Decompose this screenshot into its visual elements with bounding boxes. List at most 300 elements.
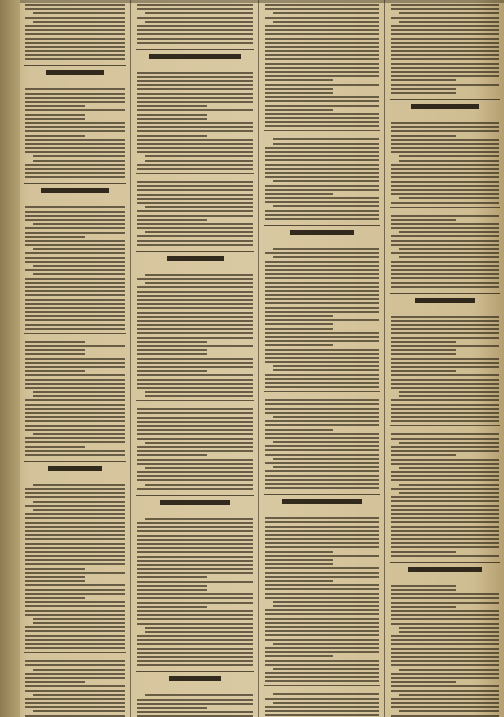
text-line	[273, 180, 379, 182]
text-line	[265, 294, 379, 296]
text-line	[391, 4, 499, 6]
text-line	[391, 664, 499, 666]
text-line	[265, 487, 379, 489]
section-rule	[136, 173, 254, 174]
text-line	[265, 572, 379, 574]
text-line	[265, 429, 333, 431]
text-line	[25, 698, 125, 700]
text-line	[25, 311, 125, 313]
text-line	[33, 248, 125, 250]
headline-text-bar	[169, 676, 220, 681]
text-line	[25, 551, 125, 553]
text-line	[25, 450, 125, 452]
text-line	[25, 172, 125, 174]
text-line	[33, 395, 125, 397]
text-line	[273, 605, 379, 607]
text-line	[391, 223, 499, 225]
text-line	[137, 585, 207, 587]
text-line	[137, 564, 253, 566]
text-line	[137, 614, 253, 616]
text-line	[137, 366, 253, 368]
text-line	[137, 530, 253, 532]
text-line	[265, 54, 379, 56]
text-line	[25, 685, 125, 687]
text-line	[265, 96, 379, 98]
text-paragraph	[132, 270, 258, 397]
text-line	[25, 580, 85, 582]
text-line	[391, 639, 499, 641]
text-line	[137, 151, 253, 153]
text-line	[265, 155, 379, 157]
text-line	[391, 690, 499, 692]
text-line	[265, 433, 379, 435]
text-line	[391, 79, 456, 81]
text-line	[25, 706, 125, 708]
text-line	[265, 269, 379, 271]
text-line	[25, 534, 125, 536]
text-line	[25, 58, 125, 60]
text-line	[391, 379, 499, 381]
text-line	[25, 147, 125, 149]
text-line	[137, 358, 253, 360]
text-line	[25, 584, 125, 586]
text-line	[137, 543, 253, 545]
text-line	[137, 312, 253, 314]
text-line	[137, 551, 253, 553]
text-line	[265, 526, 379, 528]
text-line	[391, 408, 499, 410]
text-line	[137, 488, 253, 490]
text-line	[265, 50, 379, 52]
text-line	[137, 210, 253, 212]
text-paragraph	[20, 337, 130, 456]
text-line	[399, 442, 499, 444]
text-line	[137, 606, 207, 608]
text-line	[25, 341, 85, 343]
text-line	[25, 526, 125, 528]
text-line	[265, 340, 379, 342]
text-line	[25, 572, 125, 574]
text-line	[25, 151, 125, 153]
text-line	[25, 324, 125, 326]
text-line	[25, 517, 125, 519]
text-line	[137, 194, 253, 196]
text-line	[137, 181, 253, 183]
text-line	[265, 597, 379, 599]
text-line	[137, 454, 207, 456]
text-line	[137, 307, 253, 309]
article-headline	[24, 461, 126, 476]
text-line	[25, 328, 125, 330]
text-line	[137, 84, 253, 86]
text-line	[273, 702, 379, 704]
headline-text-bar	[48, 466, 102, 471]
text-line	[25, 353, 85, 355]
text-line	[25, 563, 125, 565]
text-line	[273, 12, 379, 14]
text-line	[265, 315, 333, 317]
text-line	[265, 588, 379, 590]
text-line	[33, 273, 125, 275]
text-line	[273, 21, 379, 23]
text-line	[25, 387, 125, 389]
text-line	[265, 517, 379, 519]
text-line	[265, 626, 379, 628]
text-line	[25, 416, 125, 418]
text-line	[145, 467, 253, 469]
column-2	[132, 0, 259, 717]
text-line	[137, 450, 253, 452]
text-line	[25, 404, 125, 406]
text-line	[25, 118, 85, 120]
text-line	[137, 341, 207, 343]
text-line	[137, 589, 207, 591]
section-rule	[390, 425, 500, 426]
text-line	[145, 21, 253, 23]
text-line	[25, 54, 125, 56]
text-line	[137, 421, 253, 423]
text-line	[137, 198, 253, 200]
text-line	[25, 601, 125, 603]
text-line	[265, 538, 379, 540]
text-line	[265, 168, 379, 170]
headline-text-bar	[46, 70, 105, 75]
text-line	[265, 399, 379, 401]
text-line	[265, 647, 379, 649]
text-line	[25, 660, 125, 662]
text-line	[265, 117, 379, 119]
text-line	[391, 332, 499, 334]
text-line	[265, 8, 379, 10]
text-line	[399, 694, 499, 696]
text-paragraph	[20, 202, 130, 329]
page-binding-edge	[0, 0, 20, 717]
text-line	[391, 58, 499, 60]
text-line	[391, 656, 499, 658]
text-line	[265, 664, 379, 666]
text-line	[25, 236, 85, 238]
text-line	[137, 652, 253, 654]
text-line	[265, 25, 379, 27]
text-line	[265, 361, 379, 363]
text-line	[265, 542, 379, 544]
text-line	[137, 648, 253, 650]
text-line	[137, 560, 253, 562]
text-line	[391, 526, 499, 528]
text-line	[391, 387, 499, 389]
text-line	[137, 93, 253, 95]
text-line	[265, 462, 379, 464]
text-line	[25, 677, 125, 679]
text-line	[391, 420, 499, 422]
text-line	[137, 379, 253, 381]
text-line	[25, 315, 125, 317]
text-line	[265, 710, 379, 712]
text-line	[137, 433, 253, 435]
text-line	[137, 417, 253, 419]
text-line	[265, 706, 379, 708]
text-line	[391, 643, 499, 645]
text-line	[137, 202, 253, 204]
text-line	[265, 307, 379, 309]
text-line	[25, 362, 125, 364]
text-line	[265, 576, 379, 578]
text-line	[33, 509, 125, 511]
text-line	[391, 450, 499, 452]
article-headline	[136, 251, 254, 266]
section-rule	[264, 685, 380, 686]
text-line	[137, 130, 253, 132]
text-line	[25, 215, 125, 217]
headline-text-bar	[41, 188, 110, 193]
text-line	[265, 125, 379, 127]
text-line	[25, 88, 125, 90]
text-line	[391, 597, 499, 599]
text-line	[391, 555, 499, 557]
text-line	[391, 715, 499, 717]
text-line	[137, 408, 253, 410]
text-line	[25, 530, 125, 532]
text-line	[25, 42, 125, 44]
text-line	[265, 408, 379, 410]
text-line	[25, 610, 125, 612]
text-line	[137, 33, 253, 35]
text-line	[25, 143, 125, 145]
text-line	[391, 610, 499, 612]
text-line	[137, 215, 253, 217]
text-line	[25, 614, 125, 616]
text-line	[391, 143, 499, 145]
text-line	[265, 639, 379, 641]
text-line	[33, 669, 125, 671]
text-line	[391, 366, 499, 368]
text-line	[273, 365, 379, 367]
text-paragraph	[260, 244, 384, 388]
text-line	[25, 114, 85, 116]
text-line	[137, 387, 253, 389]
text-line	[33, 622, 125, 624]
text-line	[391, 496, 499, 498]
text-line	[145, 155, 253, 157]
text-line	[25, 412, 125, 414]
text-line	[265, 100, 379, 102]
text-line	[25, 244, 125, 246]
text-line	[265, 323, 333, 325]
text-line	[137, 429, 253, 431]
text-line	[399, 197, 499, 199]
text-line	[391, 42, 499, 44]
text-line	[25, 17, 125, 19]
text-line	[391, 349, 456, 351]
text-paragraph	[260, 689, 384, 717]
text-line	[25, 437, 125, 439]
text-line	[391, 282, 499, 284]
text-line	[25, 664, 125, 666]
text-line	[391, 488, 499, 490]
text-line	[391, 534, 499, 536]
text-line	[25, 715, 125, 717]
text-line	[145, 518, 253, 520]
text-line	[145, 282, 253, 284]
text-line	[137, 593, 253, 595]
text-line	[265, 193, 333, 195]
text-line	[137, 299, 253, 301]
text-line	[137, 244, 253, 246]
text-line	[25, 50, 125, 52]
text-line	[137, 105, 207, 107]
text-line	[391, 500, 499, 502]
text-line	[399, 21, 499, 23]
text-line	[265, 38, 379, 40]
text-line	[137, 332, 253, 334]
text-line	[391, 185, 499, 187]
text-line	[265, 319, 379, 321]
text-line	[25, 25, 125, 27]
text-line	[25, 635, 125, 637]
text-line	[391, 606, 456, 608]
text-line	[391, 542, 499, 544]
text-line	[137, 556, 253, 558]
text-line	[25, 286, 125, 288]
text-line	[265, 546, 379, 548]
text-line	[265, 714, 379, 716]
headline-text-bar	[408, 567, 482, 572]
text-line	[33, 265, 125, 267]
text-line	[137, 147, 253, 149]
text-line	[25, 176, 125, 178]
text-line	[137, 597, 253, 599]
text-line	[391, 88, 456, 90]
text-line	[273, 256, 379, 258]
section-rule	[136, 400, 254, 401]
text-line	[399, 12, 499, 14]
text-line	[25, 299, 125, 301]
text-line	[137, 602, 253, 604]
text-line	[145, 274, 253, 276]
text-line	[137, 324, 253, 326]
text-line	[273, 248, 379, 250]
text-line	[391, 546, 499, 548]
text-line	[265, 382, 379, 384]
text-line	[25, 492, 125, 494]
text-line	[265, 210, 379, 212]
text-line	[33, 710, 125, 712]
text-line	[399, 627, 499, 629]
article-headline	[136, 671, 254, 686]
text-line	[391, 513, 499, 515]
column-4	[386, 0, 504, 717]
text-line	[25, 429, 125, 431]
text-line	[391, 702, 499, 704]
text-line	[399, 160, 499, 162]
text-line	[265, 555, 379, 557]
text-line	[399, 391, 499, 393]
text-line	[265, 4, 379, 6]
text-line	[273, 601, 379, 603]
text-line	[137, 660, 253, 662]
text-line	[391, 685, 499, 687]
text-line	[265, 412, 379, 414]
text-line	[265, 676, 379, 678]
text-paragraph	[132, 404, 258, 490]
text-line	[391, 618, 499, 620]
text-line	[391, 479, 499, 481]
text-line	[265, 277, 379, 279]
text-line	[25, 139, 125, 141]
text-line	[391, 240, 499, 242]
text-line	[265, 71, 379, 73]
text-line	[25, 206, 125, 208]
text-line	[25, 559, 125, 561]
text-line	[265, 618, 379, 620]
headline-text-bar	[290, 230, 355, 235]
text-line	[265, 189, 379, 191]
text-line	[25, 303, 125, 305]
text-line	[391, 635, 499, 637]
text-line	[391, 475, 499, 477]
text-line	[273, 693, 379, 695]
text-line	[391, 71, 499, 73]
text-line	[25, 374, 125, 376]
article-headline	[136, 495, 254, 510]
section-rule	[264, 391, 380, 392]
text-paragraph	[386, 312, 504, 423]
article-headline	[390, 99, 500, 114]
text-line	[137, 635, 253, 637]
text-line	[137, 568, 253, 570]
text-line	[25, 8, 125, 10]
text-line	[33, 484, 125, 486]
text-line	[137, 118, 207, 120]
text-line	[265, 75, 379, 77]
text-line	[137, 370, 207, 372]
text-line	[265, 298, 379, 300]
text-line	[391, 38, 499, 40]
text-line	[25, 135, 85, 137]
text-line	[25, 555, 125, 557]
text-line	[391, 551, 456, 553]
text-line	[137, 235, 253, 237]
text-line	[265, 479, 379, 481]
text-line	[25, 211, 125, 213]
text-line	[391, 219, 456, 221]
text-line	[137, 374, 253, 376]
text-line	[137, 80, 253, 82]
article-headline	[390, 562, 500, 577]
text-line	[391, 509, 499, 511]
text-line	[391, 151, 499, 153]
text-line	[391, 673, 499, 675]
text-line	[265, 79, 333, 81]
text-line	[137, 703, 253, 705]
text-line	[265, 105, 379, 107]
text-line	[265, 328, 333, 330]
section-rule	[264, 130, 380, 131]
text-line	[25, 122, 125, 124]
text-line	[391, 374, 499, 376]
text-line	[137, 337, 253, 339]
text-line	[25, 366, 125, 368]
text-line	[273, 416, 379, 418]
text-line	[265, 445, 379, 447]
text-line	[137, 4, 253, 6]
text-line	[265, 214, 379, 216]
text-line	[137, 316, 253, 318]
text-line	[265, 454, 379, 456]
text-line	[265, 336, 379, 338]
text-line	[33, 694, 125, 696]
text-line	[265, 88, 333, 90]
